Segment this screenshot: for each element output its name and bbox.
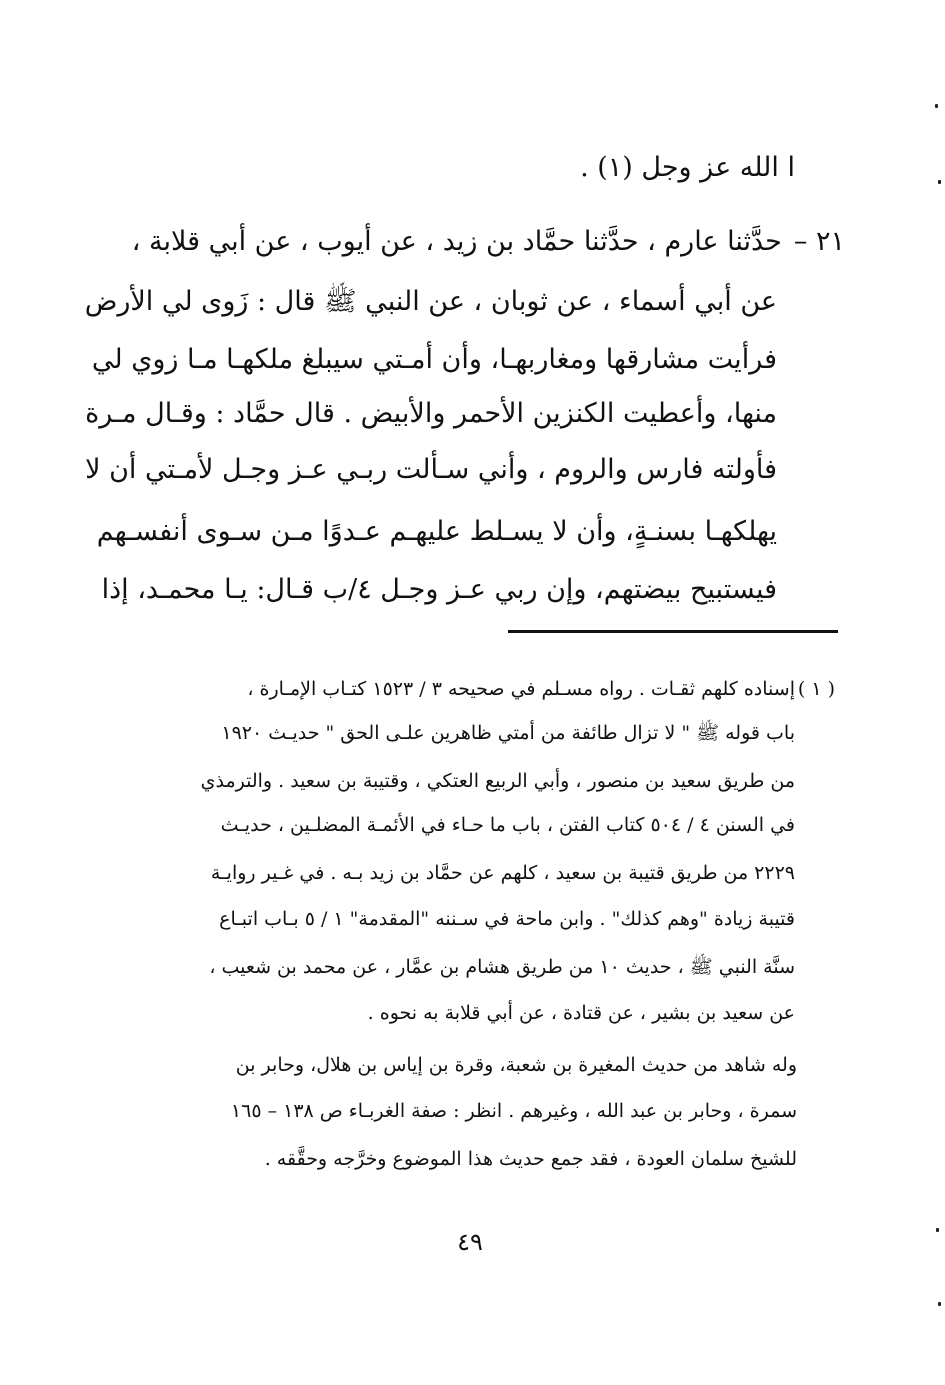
main-text-line: فأولته فارس والروم ، وأني سـألت ربـي عـز وجـل لأمـتي أن لا — [85, 454, 777, 485]
main-text-line: فرأيت مشارقها ومغاربهـا، وأن أمـتي سيبلغ ملكهـا مـا زوي لي — [91, 344, 777, 375]
footnote-line: قتيبة زيادة "وهم كذلك" . وابن ماحة في سـننه "المقدمة" ١ / ٥ بـاب اتبـاع — [219, 908, 795, 930]
footnote-line: في السنن ٤ / ٥٠٤ كتاب الفتن ، باب ما حـاء في الأئمـة المضلـين ، حديـث — [220, 814, 795, 836]
footnote-line: باب قوله ﷺ " لا تزال طائفة من أمتي ظاهرين علـى الحق " حديـث ١٩٢٠ — [221, 722, 795, 744]
footnote-paragraph-line: سمرة ، وحابر بن عبد الله ، وغيرهم . انظر : صفة الغربـاء ص ١٣٨ – ١٦٥ — [230, 1100, 797, 1122]
main-text-line: فيستبيح بيضتهم، وإن ربي عـز وجـل ٤/ب قـال: يـا محمـد، إذا — [101, 574, 777, 605]
scan-speck — [936, 1228, 939, 1232]
footnote-line: من طريق سعيد بن منصور ، وأبي الربيع العتكي ، وقتيبة بن سعيد . والترمذي — [200, 770, 795, 792]
footnote-line: ٢٢٢٩ من طريق قتيبة بن سعيد ، كلهم عن حمَّاد بن زيد بـه . في غـير روايـة — [210, 862, 795, 884]
footnote-paragraph-line: وله شاهد من حديث المغيرة بن شعبة، وقرة بن إياس بن هلال، وحابر بن — [235, 1054, 797, 1076]
main-text-line: يهلكهـا بسنـةٍ، وأن لا يسـلط عليهـم عـدوًا مـن سـوى أنفسـهم — [96, 516, 777, 547]
scan-speck — [938, 1302, 941, 1306]
footnote-divider — [508, 630, 838, 633]
scan-speck — [935, 104, 938, 108]
main-text-line: ا الله عز وجل (١) . — [580, 152, 795, 183]
footnote-paragraph-line: للشيخ سلمان العودة ، فقد جمع حديث هذا الموضوع وخرَّجه وحقَّقه . — [264, 1148, 797, 1170]
footnote-line: إسناده كلهم ثقـات . رواه مسـلم في صحيحه ٣ / ١٥٢٣ كتـاب الإمـارة ، — [247, 678, 795, 700]
footnote-line: عن سعيد بن بشير ، عن قتادة ، عن أبي قلابة به نحوه . — [367, 1002, 795, 1024]
main-text-line: منها، وأعطيت الكنزين الأحمر والأبيض . قال حمَّاد : وقـال مـرة — [85, 398, 777, 429]
hadith-number: ٢١ – — [793, 226, 845, 257]
scan-speck — [938, 180, 941, 184]
footnote-marker: ( ١ ) — [797, 678, 835, 700]
hadith-first-line — [115, 222, 845, 262]
page-number: ٤٩ — [457, 1228, 483, 1256]
main-text-line: عن أبي أسماء ، عن ثوبان ، عن النبي ﷺ قال : زَوى لي الأرض — [84, 286, 777, 317]
main-text-line: حدَّثنا عارم ، حدَّثنا حمَّاد بن زيد ، عن أيوب ، عن أبي قلابة ، — [131, 226, 782, 257]
footnote-line: سنَّة النبي ﷺ ، حديث ١٠ من طريق هشام بن عمَّار ، عن محمد بن شعيب ، — [209, 956, 795, 978]
